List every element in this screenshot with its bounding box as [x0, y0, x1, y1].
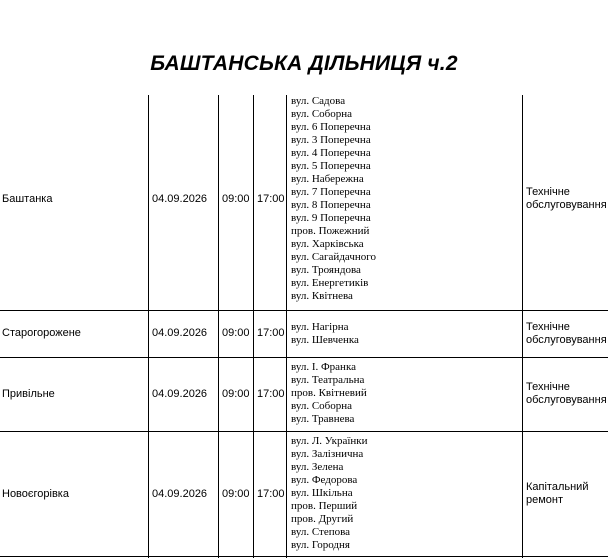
start-time-cell: 09:00 [222, 327, 250, 339]
street-item: вул. Театральна [291, 374, 365, 386]
end-time-cell: 17:00 [257, 388, 285, 400]
column-divider [218, 95, 219, 558]
street-item: пров. Пожежний [291, 225, 370, 237]
street-item: вул. Набережна [291, 173, 364, 185]
place-cell: Привільне [2, 388, 55, 400]
street-item: вул. Соборна [291, 108, 353, 120]
date-cell: 04.09.2026 [152, 327, 208, 339]
street-item: вул. 8 Поперечна [291, 199, 371, 211]
streets-cell [291, 361, 367, 426]
street-item: пров. Квітневий [291, 387, 367, 399]
date-cell: 04.09.2026 [152, 488, 208, 500]
streets-cell [291, 95, 376, 303]
street-item: вул. 3 Поперечна [291, 134, 371, 146]
end-time-cell: 17:00 [257, 193, 285, 205]
street-item: вул. Соборна [291, 400, 353, 412]
street-item: вул. 7 Поперечна [291, 186, 371, 198]
street-item: вул. Нагірна [291, 321, 349, 333]
place-cell: Баштанка [2, 193, 53, 205]
street-item: пров. Перший [291, 500, 358, 512]
street-item: вул. Шевченка [291, 334, 359, 346]
street-item: вул. Л. Українки [291, 435, 368, 447]
row-divider [0, 556, 608, 557]
street-item: вул. І. Франка [291, 361, 357, 373]
street-item: вул. Садова [291, 95, 346, 107]
start-time-cell: 09:00 [222, 193, 250, 205]
street-item: вул. 4 Поперечна [291, 147, 371, 159]
row-divider [0, 310, 608, 311]
work-type-cell: Технічне обслуговування [526, 186, 607, 211]
street-item: пров. Другий [291, 513, 354, 525]
work-type-cell: Технічне обслуговування [526, 321, 607, 346]
row-divider [0, 357, 608, 358]
street-item: вул. Харківська [291, 238, 364, 250]
page-title: БАШТАНСЬКА ДІЛЬНИЦЯ ч.2 [150, 52, 458, 75]
work-type-cell: Технічне обслуговування [526, 381, 607, 406]
column-divider [253, 95, 254, 558]
work-type-cell: Капітальний ремонт [526, 481, 589, 506]
street-item: вул. Сагайдачного [291, 251, 377, 263]
street-item: вул. Травнева [291, 413, 355, 425]
column-divider [522, 95, 523, 558]
street-item: вул. 9 Поперечна [291, 212, 371, 224]
street-item: вул. Федорова [291, 474, 358, 486]
street-item: вул. 6 Поперечна [291, 121, 371, 133]
place-cell: Новоєгорівка [2, 488, 69, 500]
date-cell: 04.09.2026 [152, 193, 208, 205]
street-item: вул. Квітнева [291, 290, 353, 302]
street-item: вул. Городня [291, 539, 350, 551]
place-cell: Старогорожене [2, 327, 81, 339]
start-time-cell: 09:00 [222, 388, 250, 400]
street-item: вул. Залізнична [291, 448, 364, 460]
streets-cell [291, 435, 368, 552]
column-divider [148, 95, 149, 558]
column-divider [286, 95, 287, 558]
start-time-cell: 09:00 [222, 488, 250, 500]
end-time-cell: 17:00 [257, 327, 285, 339]
street-item: вул. Степова [291, 526, 351, 538]
street-item: вул. Шкільна [291, 487, 353, 499]
date-cell: 04.09.2026 [152, 388, 208, 400]
end-time-cell: 17:00 [257, 488, 285, 500]
street-item: вул. Енергетиків [291, 277, 369, 289]
street-item: вул. Трояндова [291, 264, 361, 276]
streets-cell [291, 321, 359, 347]
street-item: вул. 5 Поперечна [291, 160, 371, 172]
row-divider [0, 431, 608, 432]
street-item: вул. Зелена [291, 461, 344, 473]
